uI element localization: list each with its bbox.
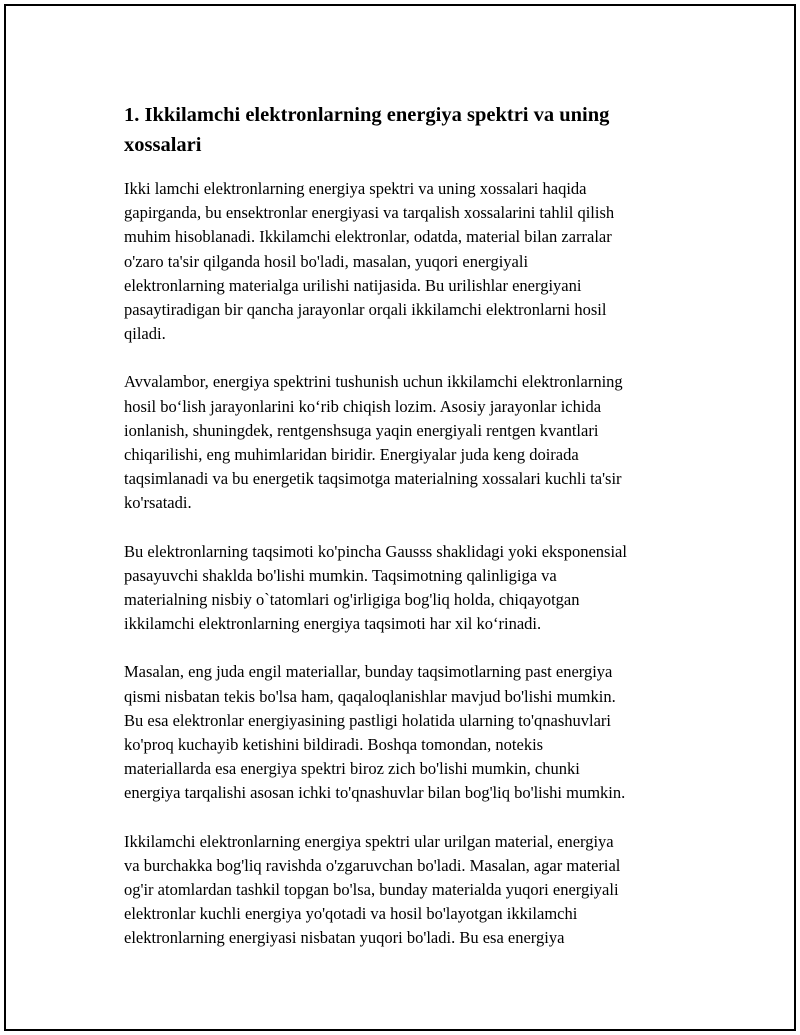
paragraph-5 bbox=[124, 830, 699, 951]
page-title bbox=[124, 100, 699, 160]
text-line: materialning nisbiy o`tatomlari og'irligiga bog'liq holda, chiqayotgan bbox=[124, 590, 580, 610]
text-line: pasayuvchi shaklda bo'lishi mumkin. Taqsimotning qalinligiga va bbox=[124, 565, 557, 585]
text-line: va burchakka bog'liq ravishda o'zgaruvchan bo'ladi. Masalan, agar material bbox=[124, 855, 621, 875]
title-line: 1. Ikkilamchi elektronlarning energiya spektri va uning bbox=[124, 104, 610, 126]
text-line: Masalan, eng juda engil materiallar, bunday taqsimotlarning past energiya bbox=[124, 662, 613, 682]
text-line: Avvalambor, energiya spektrini tushunish uchun ikkilamchi elektronlarning bbox=[124, 372, 623, 392]
text-line: og'ir atomlardan tashkil topgan bo'lsa, bunday materialda yuqori energiyali bbox=[124, 880, 619, 900]
text-line: elektronlar kuchli energiya yo'qotadi va hosil bo'layotgan ikkilamchi bbox=[124, 904, 578, 924]
page-frame bbox=[4, 4, 796, 1031]
title-line: xossalari bbox=[124, 134, 202, 156]
paragraph-3 bbox=[124, 540, 699, 637]
text-line: materiallarda esa energiya spektri biroz zich bo'lishi mumkin, chunki bbox=[124, 759, 580, 779]
text-line: ko'rsatadi. bbox=[124, 493, 192, 513]
text-line: Ikki lamchi elektronlarning energiya spektri va uning xossalari haqida bbox=[124, 179, 587, 198]
text-line: pasaytiradigan bir qancha jarayonlar orqali ikkilamchi elektronlarni hosil bbox=[124, 300, 607, 320]
text-line: elektronlarning materialga urilishi natijasida. Bu urilishlar energiyani bbox=[124, 275, 582, 295]
document-body bbox=[124, 100, 699, 975]
text-line: ikkilamchi elektronlarning energiya taqsimoti har xil ko‘rinadi. bbox=[124, 614, 542, 634]
text-line: Ikkilamchi elektronlarning energiya spektri ular urilgan material, energiya bbox=[124, 831, 614, 851]
text-line: qiladi. bbox=[124, 324, 166, 344]
paragraph-2 bbox=[124, 370, 699, 515]
text-line: Bu elektronlarning taqsimoti ko'pincha Gausss shaklidagi yoki eksponensial bbox=[124, 541, 627, 561]
paragraph-1 bbox=[124, 177, 699, 346]
text-line: energiya tarqalishi asosan ichki to'qnashuvlar bilan bog'liq bo'lishi mumkin. bbox=[124, 783, 626, 803]
text-line: qismi nisbatan tekis bo'lsa ham, qaqaloqlanishlar mavjud bo'lishi mumkin. bbox=[124, 686, 616, 706]
text-line: hosil bo‘lish jarayonlarini ko‘rib chiqish lozim. Asosiy jarayonlar ichida bbox=[124, 396, 602, 416]
paragraph-4 bbox=[124, 660, 699, 805]
text-line: ionlanish, shuningdek, rentgenshsuga yaqin energiyali rentgen kvantlari bbox=[124, 420, 599, 440]
text-line: o'zaro ta'sir qilganda hosil bo'ladi, masalan, yuqori energiyali bbox=[124, 251, 529, 271]
text-line: ko'proq kuchayib ketishini bildiradi. Boshqa tomondan, notekis bbox=[124, 735, 544, 755]
text-line: Bu esa elektronlar energiyasining pastligi holatida ularning to'qnashuvlari bbox=[124, 710, 612, 730]
text-line: gapirganda, bu ensektronlar energiyasi va tarqalish xossalarini tahlil qilish bbox=[124, 203, 615, 223]
text-line: elektronlarning energiyasi nisbatan yuqori bo'ladi. Bu esa energiya bbox=[124, 928, 565, 948]
text-line: muhim hisoblanadi. Ikkilamchi elektronlar, odatda, material bilan zarralar bbox=[124, 227, 612, 247]
text-line: chiqarilishi, eng muhimlaridan biridir. Energiyalar juda keng doirada bbox=[124, 445, 579, 465]
text-line: taqsimlanadi va bu energetik taqsimotga materialning xossalari kuchli ta'sir bbox=[124, 469, 622, 489]
